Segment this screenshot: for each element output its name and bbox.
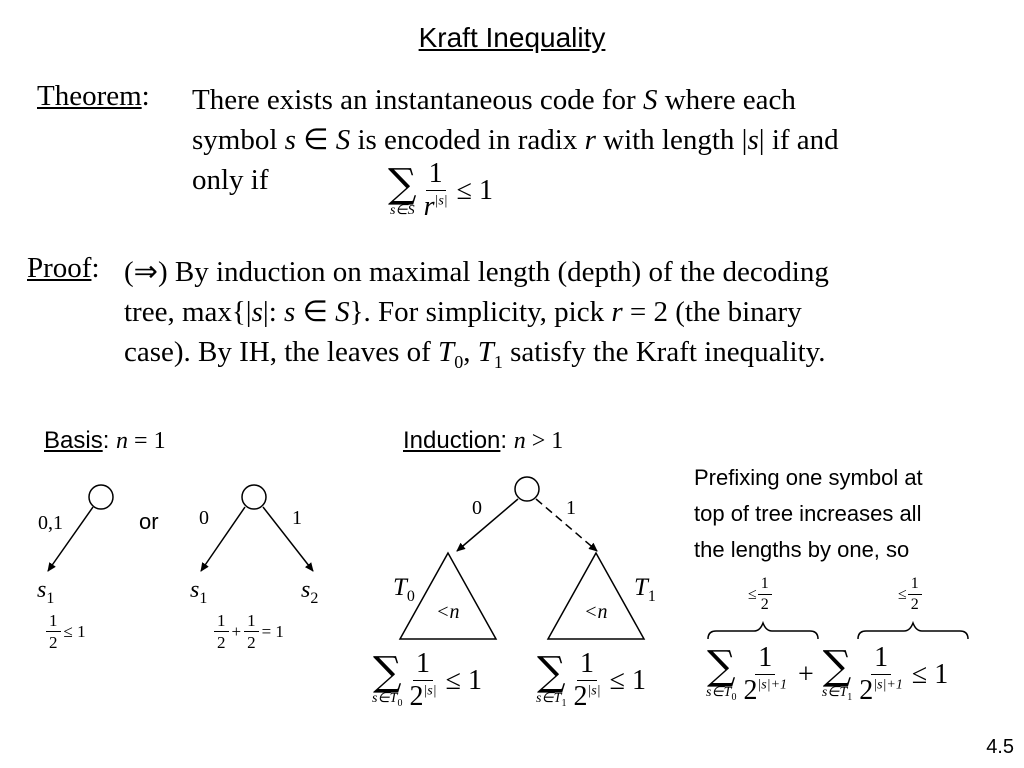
- formula-rhs: ≤ 1: [445, 664, 482, 696]
- proof-text-part: = 2 (the binary: [622, 296, 802, 328]
- fraction-denominator: [406, 681, 439, 711]
- induction-sum-t0: [372, 650, 482, 711]
- theorem-line-3: only if: [192, 164, 269, 196]
- fraction-numerator: 1: [46, 612, 61, 632]
- fraction-numerator: 1: [758, 576, 772, 595]
- sum-subscript-index: 0: [731, 691, 737, 703]
- set-symbol: S: [642, 84, 658, 116]
- sum-operator: [821, 643, 853, 703]
- tree-var: T: [393, 574, 407, 601]
- basis-tree2-right-label: 1: [292, 507, 302, 529]
- final-inequality: [706, 644, 948, 705]
- leaf-var: s: [190, 577, 200, 603]
- fraction-denominator: 2: [217, 633, 226, 652]
- brace-left-annotation: [748, 576, 772, 613]
- formula-rhs: = 1: [261, 621, 284, 641]
- element-of: ∈: [295, 296, 336, 328]
- set-symbol: S: [335, 296, 350, 328]
- radix-var: r: [611, 296, 623, 328]
- sum-subscript: [822, 686, 852, 703]
- tree-subscript: 0: [406, 588, 415, 605]
- den-base: 2: [743, 675, 758, 706]
- theorem-text-part: where each: [657, 84, 796, 116]
- element-of: ∈: [295, 124, 336, 156]
- fraction: [46, 612, 61, 651]
- proof-label: Proof: [27, 252, 92, 284]
- basis-tree2-root-node: [242, 485, 266, 509]
- induction-right-label: 1: [566, 497, 576, 519]
- brace-right-annotation: [898, 576, 922, 613]
- fraction-denominator: [856, 675, 906, 705]
- n-var: n: [116, 428, 129, 454]
- tree-subscript: 0: [454, 351, 464, 372]
- theorem-text-part: symbol: [192, 124, 285, 156]
- induction-label: Induction: [403, 427, 501, 454]
- leaf-var: s: [301, 577, 311, 603]
- brace-right: [858, 623, 968, 639]
- den-base: 2: [409, 681, 424, 712]
- basis-colon: :: [102, 427, 117, 454]
- le-sign: ≤: [748, 585, 757, 603]
- theorem-colon: :: [141, 80, 150, 112]
- tree-var: T: [438, 336, 455, 368]
- sum-subscript: [536, 692, 566, 709]
- basis-tree1-leaf: [37, 577, 54, 608]
- or-label: or: [139, 509, 159, 534]
- set-symbol: S: [335, 124, 351, 156]
- den-exponent: |s|+1: [873, 677, 903, 693]
- leaf-subscript: 1: [46, 589, 55, 607]
- basis-tree2-leaf1: [190, 577, 207, 608]
- fraction-numerator: 1: [755, 644, 775, 675]
- le-sign: ≤: [898, 585, 907, 603]
- prefix-note-line-3: the lengths by one, so: [694, 537, 910, 562]
- sigma-symbol: ∑: [536, 649, 566, 696]
- induction-sum-t1: [536, 650, 646, 711]
- fraction: [214, 612, 229, 651]
- induction-colon: :: [500, 427, 514, 454]
- fraction-numerator: 1: [871, 644, 891, 675]
- subtree-t1-triangle: [548, 553, 644, 639]
- plus-sign: +: [231, 621, 242, 641]
- theorem-text-part: | if and: [758, 124, 839, 156]
- theorem-label: Theorem: [37, 80, 142, 112]
- leaf-subscript: 2: [310, 589, 319, 607]
- fraction-denominator: [570, 681, 603, 711]
- theorem-text-part: with length |: [595, 124, 748, 156]
- sum-subscript-index: 0: [397, 697, 403, 709]
- tree-subscript: 1: [493, 351, 503, 372]
- sum-subscript-main: s∈T: [706, 685, 732, 701]
- proof-text-part: tree, max{|: [124, 296, 252, 328]
- sigma-symbol: ∑: [706, 643, 736, 690]
- induction-condition: > 1: [525, 428, 564, 454]
- sum-subscript: [706, 686, 736, 703]
- subtree-t1-label: [634, 574, 656, 606]
- sum-subscript-main: s∈T: [372, 691, 398, 707]
- induction-root-node: [515, 477, 539, 501]
- proof-line-1: (⇒) By induction on maximal length (depth) of the decoding: [124, 256, 829, 288]
- symbol-var: s: [284, 296, 296, 328]
- den-base: r: [423, 191, 435, 222]
- formula-rhs: ≤ 1: [456, 174, 493, 206]
- den-exponent: |s|: [423, 683, 437, 699]
- n-var: n: [513, 428, 526, 454]
- fraction-denominator: 2: [49, 633, 58, 652]
- induction-left-edge: [457, 499, 518, 551]
- fraction: [244, 612, 259, 651]
- theorem-text-part: is encoded in radix: [350, 124, 585, 156]
- sigma-symbol: ∑: [388, 160, 417, 207]
- basis-tree2-leaf2: [301, 577, 318, 608]
- fraction: [908, 576, 922, 613]
- sum-subscript-index: 1: [847, 691, 853, 703]
- sum-operator: [372, 649, 403, 709]
- subtree-t0-inner: <n: [436, 601, 460, 623]
- symbol-var: s: [284, 124, 296, 156]
- subtree-t1-inner: <n: [584, 601, 608, 623]
- sum-subscript-index: 1: [561, 697, 567, 709]
- fraction-numerator: 1: [426, 160, 446, 191]
- formula-rhs: ≤ 1: [63, 621, 86, 641]
- basis-tree2-right-edge: [263, 507, 313, 571]
- proof-text-part: |:: [262, 296, 285, 328]
- formula-rhs: ≤ 1: [609, 664, 646, 696]
- sum-subscript: s∈S: [389, 202, 415, 218]
- fraction-numerator: 1: [577, 650, 597, 681]
- sum-subscript-main: s∈T: [536, 691, 562, 707]
- tree-var: T: [477, 336, 494, 368]
- proof-text-part: ,: [463, 336, 478, 368]
- fraction-numerator: 1: [908, 576, 922, 595]
- basis-condition: = 1: [128, 428, 166, 454]
- sigma-symbol: ∑: [822, 643, 852, 690]
- fraction: [758, 576, 772, 613]
- den-exponent: |s|: [587, 683, 601, 699]
- fraction: [406, 650, 439, 711]
- basis-label: Basis: [44, 427, 103, 454]
- den-base: 2: [859, 675, 874, 706]
- fraction-denominator: 2: [910, 596, 919, 613]
- fraction: [856, 644, 906, 705]
- brace-left: [708, 623, 818, 639]
- proof-text-part: case). By IH, the leaves of: [124, 336, 439, 368]
- leaf-subscript: 1: [199, 589, 208, 607]
- symbol-var: s: [747, 124, 759, 156]
- plus-sign: +: [798, 658, 814, 690]
- prefix-note: [694, 460, 923, 568]
- proof-colon: :: [91, 252, 100, 284]
- prefix-note-line-2: top of tree increases all: [694, 501, 922, 526]
- radix-var: r: [584, 124, 596, 156]
- basis-tree1-root-node: [89, 485, 113, 509]
- prefix-note-line-1: Prefixing one symbol at: [694, 465, 923, 490]
- fraction-numerator: 1: [214, 612, 229, 632]
- basis-tree1-sum: [46, 612, 86, 651]
- sum-operator: [536, 649, 567, 709]
- sum-subscript-main: s∈T: [821, 685, 848, 701]
- sum-subscript: [372, 692, 402, 709]
- proof-text-part: satisfy the Kraft inequality.: [502, 336, 826, 368]
- fraction-numerator: 1: [413, 650, 433, 681]
- symbol-var: s: [251, 296, 263, 328]
- basis-tree1-edge-label: 0,1: [38, 512, 63, 534]
- fraction-denominator: [740, 675, 790, 705]
- leaf-var: s: [37, 577, 47, 603]
- basis-tree2-left-label: 0: [199, 507, 209, 529]
- theorem-text-part: There exists an instantaneous code for: [192, 84, 643, 116]
- tree-subscript: 1: [647, 588, 656, 605]
- den-exponent: |s|+1: [757, 677, 788, 693]
- slide-title: Kraft Inequality: [418, 22, 606, 53]
- sigma-symbol: ∑: [372, 649, 402, 696]
- tree-var: T: [634, 574, 648, 601]
- fraction-denominator: 2: [247, 633, 256, 652]
- proof-text-part: }. For simplicity, pick: [349, 296, 612, 328]
- fraction: [570, 650, 603, 711]
- fraction-numerator: 1: [244, 612, 259, 632]
- den-base: 2: [573, 681, 588, 712]
- fraction-denominator: 2: [760, 596, 769, 613]
- sum-operator: [706, 643, 737, 703]
- induction-left-label: 0: [472, 497, 482, 519]
- page-number: 4.5: [986, 736, 1014, 758]
- formula-rhs: ≤ 1: [911, 658, 949, 690]
- basis-tree2-sum: [214, 612, 284, 651]
- den-exponent: |s|: [434, 193, 448, 209]
- fraction: [740, 644, 790, 705]
- subtree-t0-label: [393, 574, 415, 606]
